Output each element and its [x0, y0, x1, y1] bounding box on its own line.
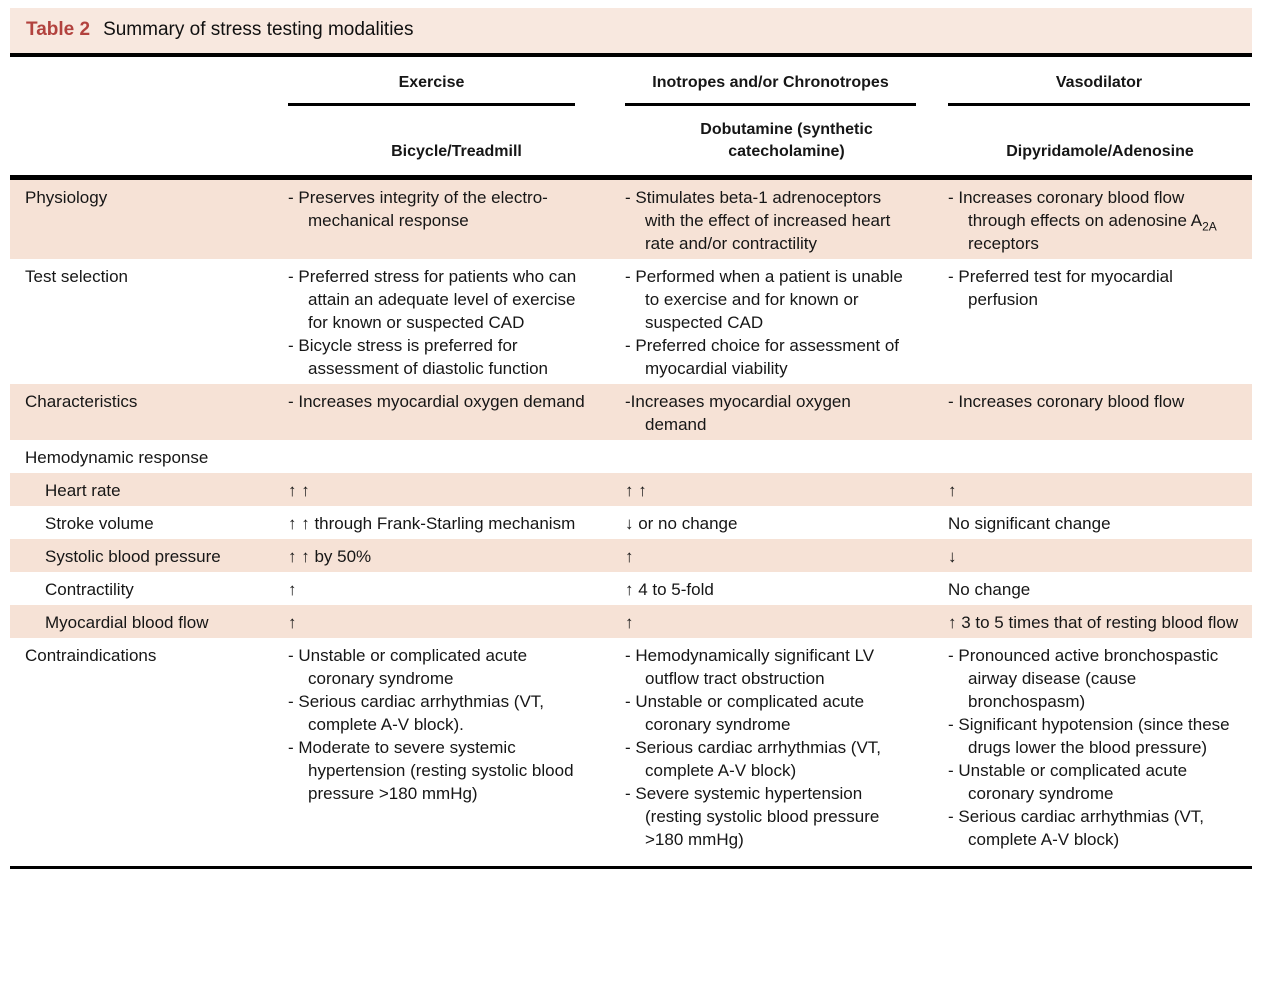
- table-cell: [948, 259, 1252, 384]
- cell-text: - Increases coronary blood flow through effects on adenosine $A_{2A}$ receptors: [948, 188, 1217, 253]
- cell-text: ↑: [288, 613, 297, 632]
- table-row: [10, 605, 1252, 638]
- cell-text: - Severe systemic hypertension (resting systolic blood pressure >180 mmHg): [625, 784, 880, 849]
- table-cell: [625, 572, 948, 605]
- cell-text: -Increases myocardial oxygen demand: [625, 392, 851, 434]
- empty-corner-cell: [10, 57, 288, 106]
- cell-text: ↓ or no change: [625, 514, 738, 533]
- cell-text: No significant change: [948, 514, 1111, 533]
- col-group-vasodilator: [948, 57, 1252, 106]
- row-label: Physiology: [10, 178, 288, 260]
- subheader-label: Dipyridamole/Adenosine: [1006, 143, 1194, 160]
- table-cell: [625, 259, 948, 384]
- col-group-label: Vasodilator: [948, 71, 1250, 106]
- cell-text: - Pronounced active bronchospastic airway disease (cause bronchospasm): [948, 646, 1219, 711]
- row-label: Contractility: [45, 580, 134, 599]
- table-row: [10, 259, 1252, 384]
- table-row: [10, 473, 1252, 506]
- table-cell: [948, 473, 1252, 506]
- table-cell: [948, 539, 1252, 572]
- table-cell: [625, 539, 948, 572]
- table-cell: [948, 638, 1252, 866]
- cell-text: - Serious cardiac arrhythmias (VT, complete A-V block): [948, 807, 1205, 849]
- cell-text: - Serious cardiac arrhythmias (VT, complete A-V block).: [288, 692, 545, 734]
- cell-text: - Preferred choice for assessment of myocardial viability: [625, 336, 900, 378]
- cell-text: - Unstable or complicated acute coronary syndrome: [288, 646, 528, 688]
- cell-text: ↑: [625, 547, 634, 566]
- subheader-label: Bicycle/Treadmill: [391, 143, 522, 160]
- stress-testing-table: [10, 57, 1252, 866]
- row-label: Heart rate: [10, 473, 288, 506]
- col-group-label: Exercise: [288, 71, 575, 106]
- cell-text: ↑ ↑ by 50%: [288, 547, 372, 566]
- cell-text: - Bicycle stress is preferred for assessment of diastolic function: [288, 336, 549, 378]
- subheader-dipyridamole-adenosine: [948, 106, 1252, 178]
- cell-text: - Preserves integrity of the electro-mechanical response: [288, 188, 548, 230]
- cell-text: ↑ ↑ through Frank-Starling mechanism: [288, 514, 576, 533]
- subheader-bicycle-treadmill: [288, 106, 625, 178]
- row-label: Test selection: [25, 267, 128, 286]
- table-row: [10, 506, 1252, 539]
- table-row: [10, 178, 1252, 260]
- table-cell: [948, 178, 1252, 260]
- cell-text: No change: [948, 580, 1031, 599]
- col-group-exercise: [288, 57, 625, 106]
- cell-text: - Increases coronary blood flow: [948, 392, 1185, 411]
- column-subheader-row: [10, 106, 1252, 178]
- table-title: Summary of stress testing modalities: [103, 19, 414, 40]
- cell-text: - Unstable or complicated acute coronary syndrome: [625, 692, 865, 734]
- row-label: Systolic blood pressure: [10, 539, 288, 572]
- cell-text: - Significant hypotension (since these drugs lower the blood pressure): [948, 715, 1230, 757]
- table-cell: [948, 572, 1252, 605]
- table-cell: [948, 506, 1252, 539]
- table-cell: [625, 506, 948, 539]
- cell-text: - Hemodynamically significant LV outflow tract obstruction: [625, 646, 875, 688]
- table-cell: [948, 384, 1252, 440]
- cell-text: ↑ ↑: [625, 481, 647, 500]
- table-row: [10, 539, 1252, 572]
- col-group-inotropes: [625, 57, 948, 106]
- cell-text: ↑ 3 to 5 times that of resting blood flow: [948, 613, 1239, 632]
- table-cell: [288, 384, 625, 440]
- cell-text: - Performed when a patient is unable to exercise and for known or suspected CAD: [625, 267, 903, 332]
- cell-text: ↑: [625, 613, 634, 632]
- table-cell: [625, 384, 948, 440]
- cell-text: ↑: [288, 580, 297, 599]
- table-cell: [288, 605, 625, 638]
- table-row: [10, 638, 1252, 866]
- col-group-label: Inotropes and/or Chronotropes: [625, 71, 916, 106]
- table-cell: [948, 605, 1252, 638]
- subheader-dobutamine: [625, 106, 948, 178]
- cell-text: ↑: [948, 481, 957, 500]
- empty-corner-cell: [10, 106, 288, 178]
- table-cell: [288, 473, 625, 506]
- subheader-label: Dobutamine (synthetic catecholamine): [700, 121, 873, 160]
- table-cell: [625, 638, 948, 866]
- table-cell: [288, 178, 625, 260]
- cell-text: - Preferred test for myocardial perfusion: [948, 267, 1173, 309]
- bottom-rule: [10, 866, 1252, 869]
- table-cell: [625, 473, 948, 506]
- table-row: [10, 572, 1252, 605]
- table-cell: [288, 638, 625, 866]
- table-row: [10, 440, 1252, 473]
- row-label: Characteristics: [10, 384, 288, 440]
- cell-text: - Moderate to severe systemic hypertension (resting systolic blood pressure >180 mmHg): [288, 738, 574, 803]
- row-label: Myocardial blood flow: [10, 605, 288, 638]
- table-cell: [625, 178, 948, 260]
- table-caption: [10, 8, 1252, 53]
- cell-text: - Unstable or complicated acute coronary syndrome: [948, 761, 1188, 803]
- cell-text: ↑ ↑: [288, 481, 310, 500]
- table-cell: [288, 572, 625, 605]
- cell-text: - Stimulates beta-1 adrenoceptors with the effect of increased heart rate and/or contractility: [625, 188, 891, 253]
- table-number: Table 2: [26, 19, 91, 40]
- paper-table: [10, 8, 1252, 869]
- table-cell: [288, 506, 625, 539]
- table-cell: [625, 605, 948, 638]
- table-row: [10, 384, 1252, 440]
- row-label: Contraindications: [25, 646, 157, 665]
- cell-text: - Serious cardiac arrhythmias (VT, complete A-V block): [625, 738, 882, 780]
- row-label: Hemodynamic response: [25, 448, 209, 467]
- cell-text: ↑ 4 to 5-fold: [625, 580, 714, 599]
- cell-text: - Increases myocardial oxygen demand: [288, 392, 585, 411]
- cell-text: ↓: [948, 547, 957, 566]
- column-group-header-row: [10, 57, 1252, 106]
- table-cell: [288, 539, 625, 572]
- cell-text: - Preferred stress for patients who can attain an adequate level of exercise for known or suspected CAD: [288, 267, 577, 332]
- table-cell: [288, 259, 625, 384]
- row-label: Stroke volume: [45, 514, 154, 533]
